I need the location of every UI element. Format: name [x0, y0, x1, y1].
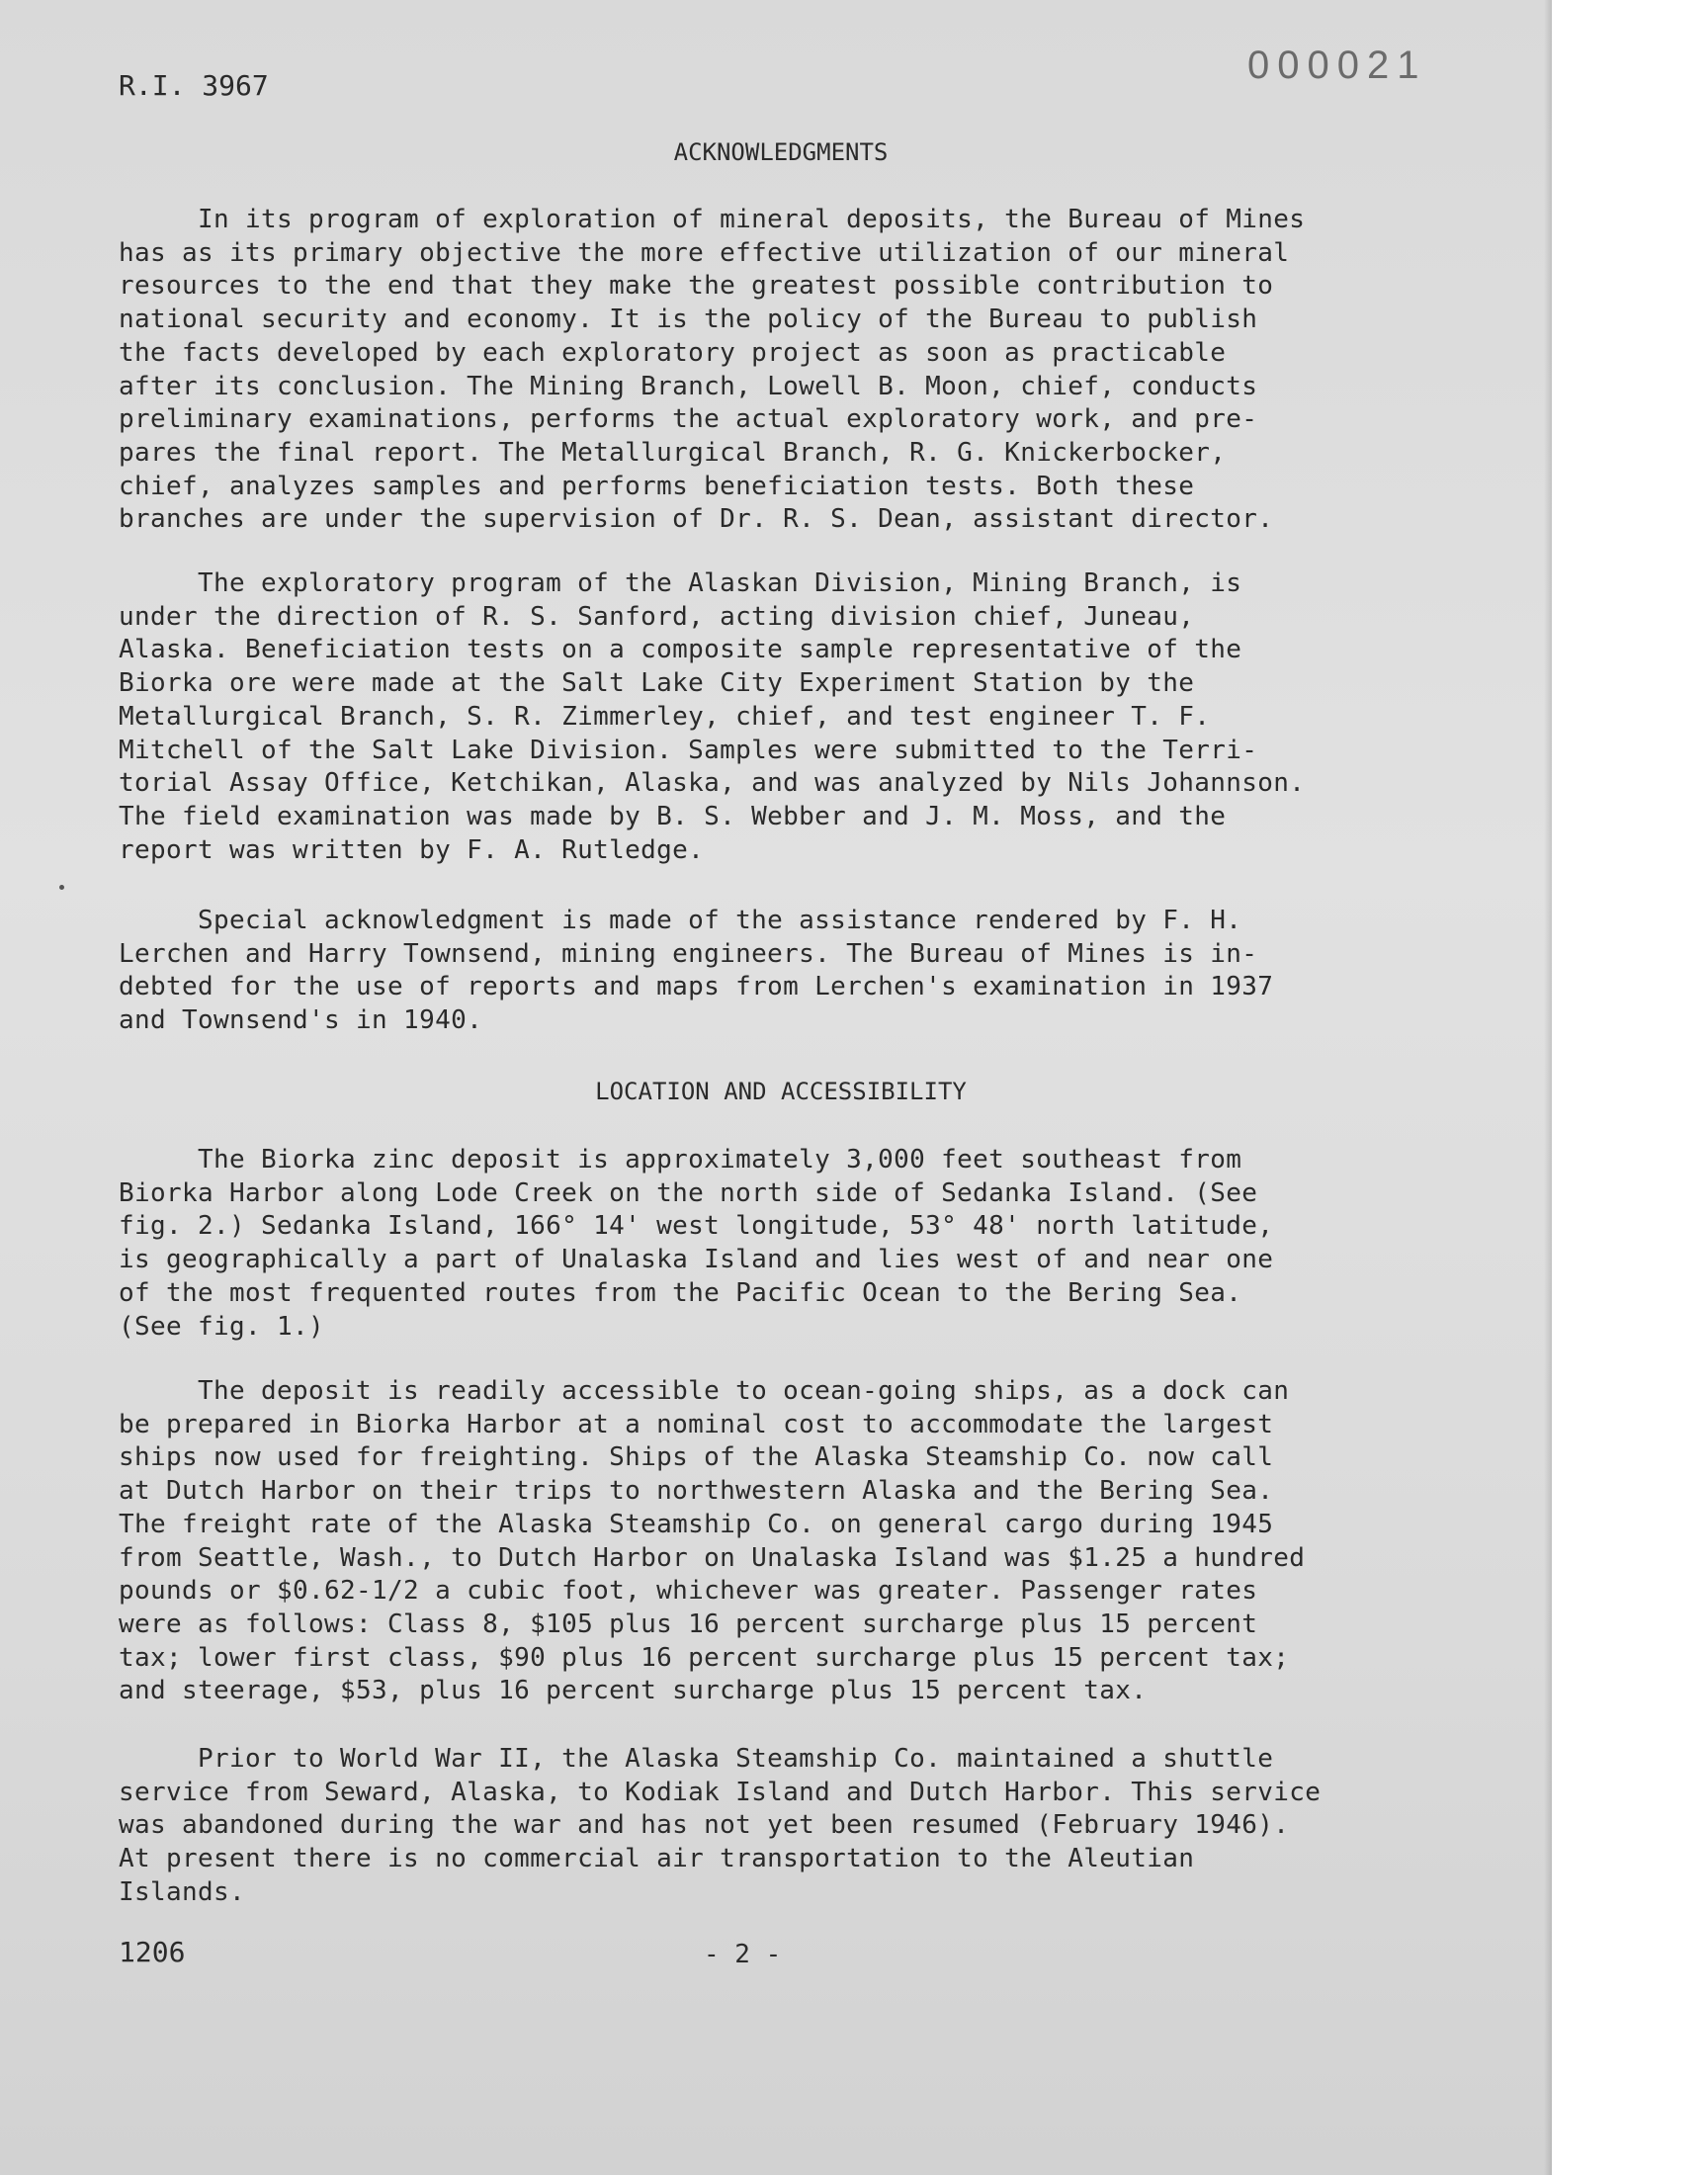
- text-line: and steerage, $53, plus 16 percent surcharge plus 15 percent tax.: [119, 1676, 1148, 1706]
- text-line: (See fig. 1.): [119, 1311, 325, 1342]
- text-line: the facts developed by each exploratory project as soon as practicable: [119, 337, 1227, 368]
- text-line: Mitchell of the Salt Lake Division. Samples were submitted to the Terri-: [119, 735, 1258, 765]
- text-line: after its conclusion. The Mining Branch, Lowell B. Moon, chief, conducts: [119, 371, 1258, 401]
- text-line: be prepared in Biorka Harbor at a nominal cost to accommodate the largest: [119, 1409, 1274, 1439]
- text-line: debted for the use of reports and maps from Lerchen's examination in 1937: [119, 972, 1274, 1002]
- text-line: Prior to World War II, the Alaska Steamship Co. maintained a shuttle: [119, 1744, 1274, 1774]
- text-line: Biorka Harbor along Lode Creek on the north side of Sedanka Island. (See: [119, 1177, 1258, 1208]
- text-line: The field examination was made by B. S. Webber and J. M. Moss, and the: [119, 801, 1227, 831]
- text-line: has as its primary objective the more effective utilization of our mineral: [119, 237, 1290, 268]
- text-line: At present there is no commercial air transportation to the Aleutian: [119, 1844, 1195, 1874]
- text-line: The Biorka zinc deposit is approximately 3,000 feet southeast from: [119, 1145, 1242, 1174]
- text-line: from Seattle, Wash., to Dutch Harbor on Unalaska Island was $1.25 a hundred: [119, 1542, 1306, 1573]
- text-line: report was written by F. A. Rutledge.: [119, 834, 705, 865]
- text-line: fig. 2.) Sedanka Island, 166° 14' west longitude, 53° 48' north latitude,: [119, 1211, 1274, 1242]
- paragraph-alaskan-division: [119, 567, 1364, 867]
- paragraph-accessibility: [119, 1375, 1364, 1708]
- paragraph-program: [119, 204, 1364, 537]
- text-line: service from Seward, Alaska, to Kodiak Island and Dutch Harbor. This service: [119, 1777, 1322, 1807]
- text-line: tax; lower first class, $90 plus 16 percent surcharge plus 15 percent tax;: [119, 1642, 1290, 1673]
- text-line: The deposit is readily accessible to ocean-going ships, as a dock can: [119, 1376, 1290, 1406]
- text-line: torial Assay Office, Ketchikan, Alaska, and was analyzed by Nils Johannson.: [119, 768, 1306, 799]
- text-line: national security and economy. It is the policy of the Bureau to publish: [119, 304, 1258, 335]
- text-line: resources to the end that they make the greatest possible contribution to: [119, 271, 1274, 302]
- text-line: were as follows: Class 8, $105 plus 16 percent surcharge plus 15 percent: [119, 1609, 1258, 1639]
- heading-acknowledgments: ACKNOWLEDGMENTS: [673, 138, 889, 166]
- text-line: was abandoned during the war and has not yet been resumed (February 1946).: [119, 1810, 1290, 1841]
- page-number: - 2 -: [704, 1940, 782, 1969]
- footer-document-number: 1206: [119, 1936, 186, 1968]
- text-line: at Dutch Harbor on their trips to northwestern Alaska and the Bering Sea.: [119, 1476, 1274, 1507]
- text-line: pounds or $0.62-1/2 a cubic foot, whichever was greater. Passenger rates: [119, 1576, 1258, 1607]
- text-line: Special acknowledgment is made of the assistance rendered by F. H.: [119, 906, 1242, 935]
- paragraph-special-acknowledgment: [119, 905, 1364, 1038]
- heading-location: LOCATION AND ACCESSIBILITY: [595, 1078, 967, 1105]
- text-line: In its program of exploration of mineral deposits, the Bureau of Mines: [119, 205, 1306, 234]
- text-line: branches are under the supervision of Dr. R. S. Dean, assistant director.: [119, 504, 1274, 535]
- text-line: is geographically a part of Unalaska Island and lies west of and near one: [119, 1245, 1274, 1275]
- text-line: The exploratory program of the Alaskan Division, Mining Branch, is: [119, 568, 1242, 598]
- text-line: preliminary examinations, performs the actual exploratory work, and pre-: [119, 404, 1258, 435]
- text-line: Biorka ore were made at the Salt Lake City Experiment Station by the: [119, 668, 1195, 699]
- text-line: The freight rate of the Alaska Steamship Co. on general cargo during 1945: [119, 1509, 1274, 1539]
- text-line: Metallurgical Branch, S. R. Zimmerley, chief, and test engineer T. F.: [119, 701, 1211, 732]
- scan-speck: [59, 885, 64, 890]
- text-line: Alaska. Beneficiation tests on a composite sample representative of the: [119, 635, 1242, 665]
- paragraph-deposit-location: [119, 1144, 1364, 1344]
- report-number: R.I. 3967: [119, 69, 269, 102]
- text-line: of the most frequented routes from the Pacific Ocean to the Bering Sea.: [119, 1277, 1242, 1308]
- text-line: ships now used for freighting. Ships of the Alaska Steamship Co. now call: [119, 1442, 1274, 1473]
- text-line: chief, analyzes samples and performs beneficiation tests. Both these: [119, 471, 1195, 501]
- text-line: Islands.: [119, 1876, 246, 1907]
- text-line: Lerchen and Harry Townsend, mining engineers. The Bureau of Mines is in-: [119, 938, 1258, 969]
- stamp-number: 000021: [1247, 44, 1427, 87]
- text-line: and Townsend's in 1940.: [119, 1005, 483, 1036]
- text-line: pares the final report. The Metallurgical Branch, R. G. Knickerbocker,: [119, 437, 1227, 468]
- paragraph-shuttle-service: [119, 1743, 1364, 1910]
- text-line: under the direction of R. S. Sanford, acting division chief, Juneau,: [119, 601, 1195, 632]
